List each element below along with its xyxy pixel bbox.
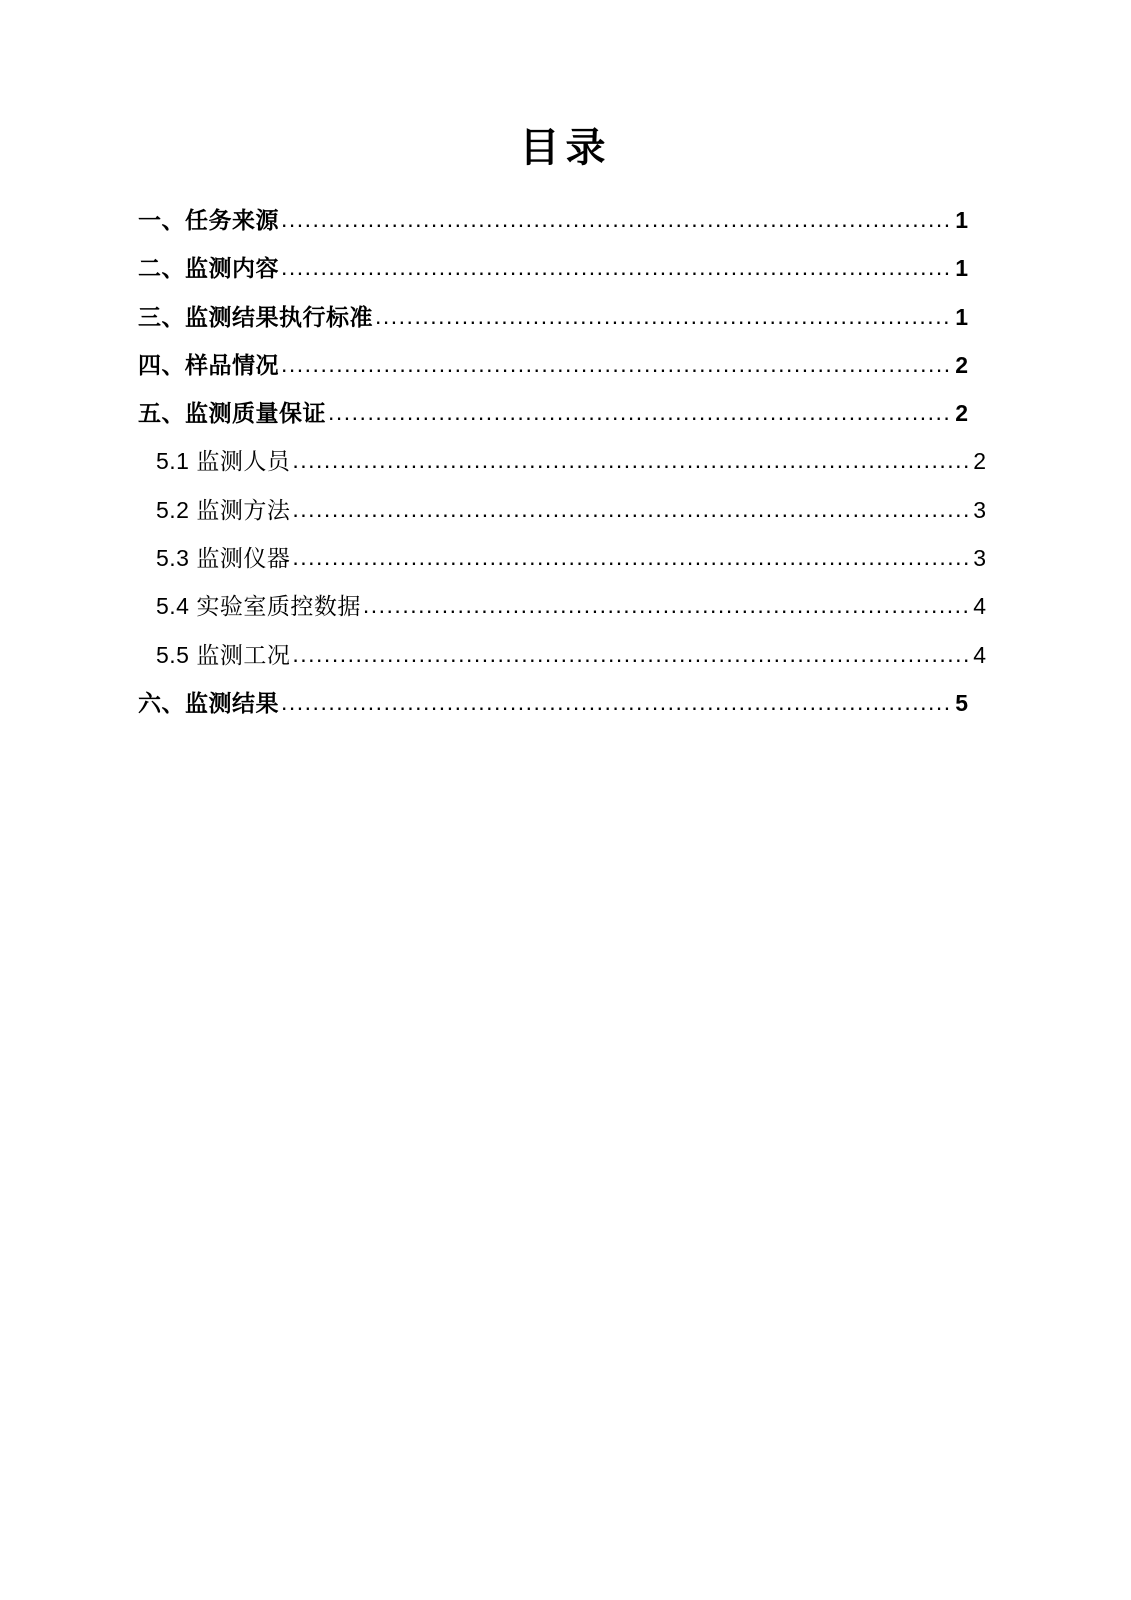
toc-entry-label: 三、监测结果执行标准 [138,303,373,330]
toc-entry-page-number: 4 [973,593,986,620]
toc-entry-label: 五、监测质量保证 [138,400,326,427]
toc-entry-label: 5.3 监测仪器 [156,545,291,572]
toc-entry[interactable] [138,353,968,378]
toc-entry-label: 5.5 监测工况 [156,641,291,668]
toc-leader-dots [292,545,968,570]
toc-entry[interactable] [138,691,968,716]
toc-leader-dots [292,642,968,667]
toc-entry-label: 5.2 监测方法 [156,496,291,523]
toc-entry-page-number: 5 [955,689,968,716]
toc-entry[interactable] [138,594,986,619]
table-of-contents [138,207,986,716]
toc-leader-dots [281,690,950,715]
toc-leader-dots [375,304,950,329]
toc-entry-page-number: 1 [955,303,968,330]
toc-entry-page-number: 1 [955,207,968,233]
toc-leader-dots [363,593,968,618]
toc-entry-page-number: 2 [955,351,968,378]
toc-entry[interactable] [138,305,968,330]
toc-entry-page-number: 3 [973,496,986,523]
toc-entry[interactable] [138,401,968,426]
toc-entry-page-number: 4 [973,641,986,668]
toc-entry-label: 二、监测内容 [138,255,279,282]
toc-entry[interactable] [138,256,968,281]
toc-leader-dots [292,497,968,522]
toc-entry-page-number: 2 [973,448,986,475]
toc-entry-page-number: 2 [955,400,968,427]
toc-leader-dots [281,207,950,232]
toc-entry[interactable] [138,208,968,233]
toc-entry-label: 六、监测结果 [138,689,279,716]
toc-entry-page-number: 3 [973,545,986,572]
toc-entry-label: 四、样品情况 [138,351,279,378]
toc-entry-page-number: 1 [955,255,968,282]
toc-leader-dots [281,352,950,377]
toc-entry-label: 5.1 监测人员 [156,448,291,475]
toc-leader-dots [328,400,950,425]
toc-entry[interactable] [138,546,986,571]
toc-entry[interactable] [138,449,986,474]
toc-leader-dots [281,255,950,280]
toc-leader-dots [292,448,968,473]
toc-entry[interactable] [138,498,986,523]
toc-entry[interactable] [138,643,986,668]
toc-entry-label: 5.4 实验室质控数据 [156,593,361,620]
page-title: 目录 [519,125,612,170]
toc-entry-label: 一、任务来源 [138,207,279,233]
